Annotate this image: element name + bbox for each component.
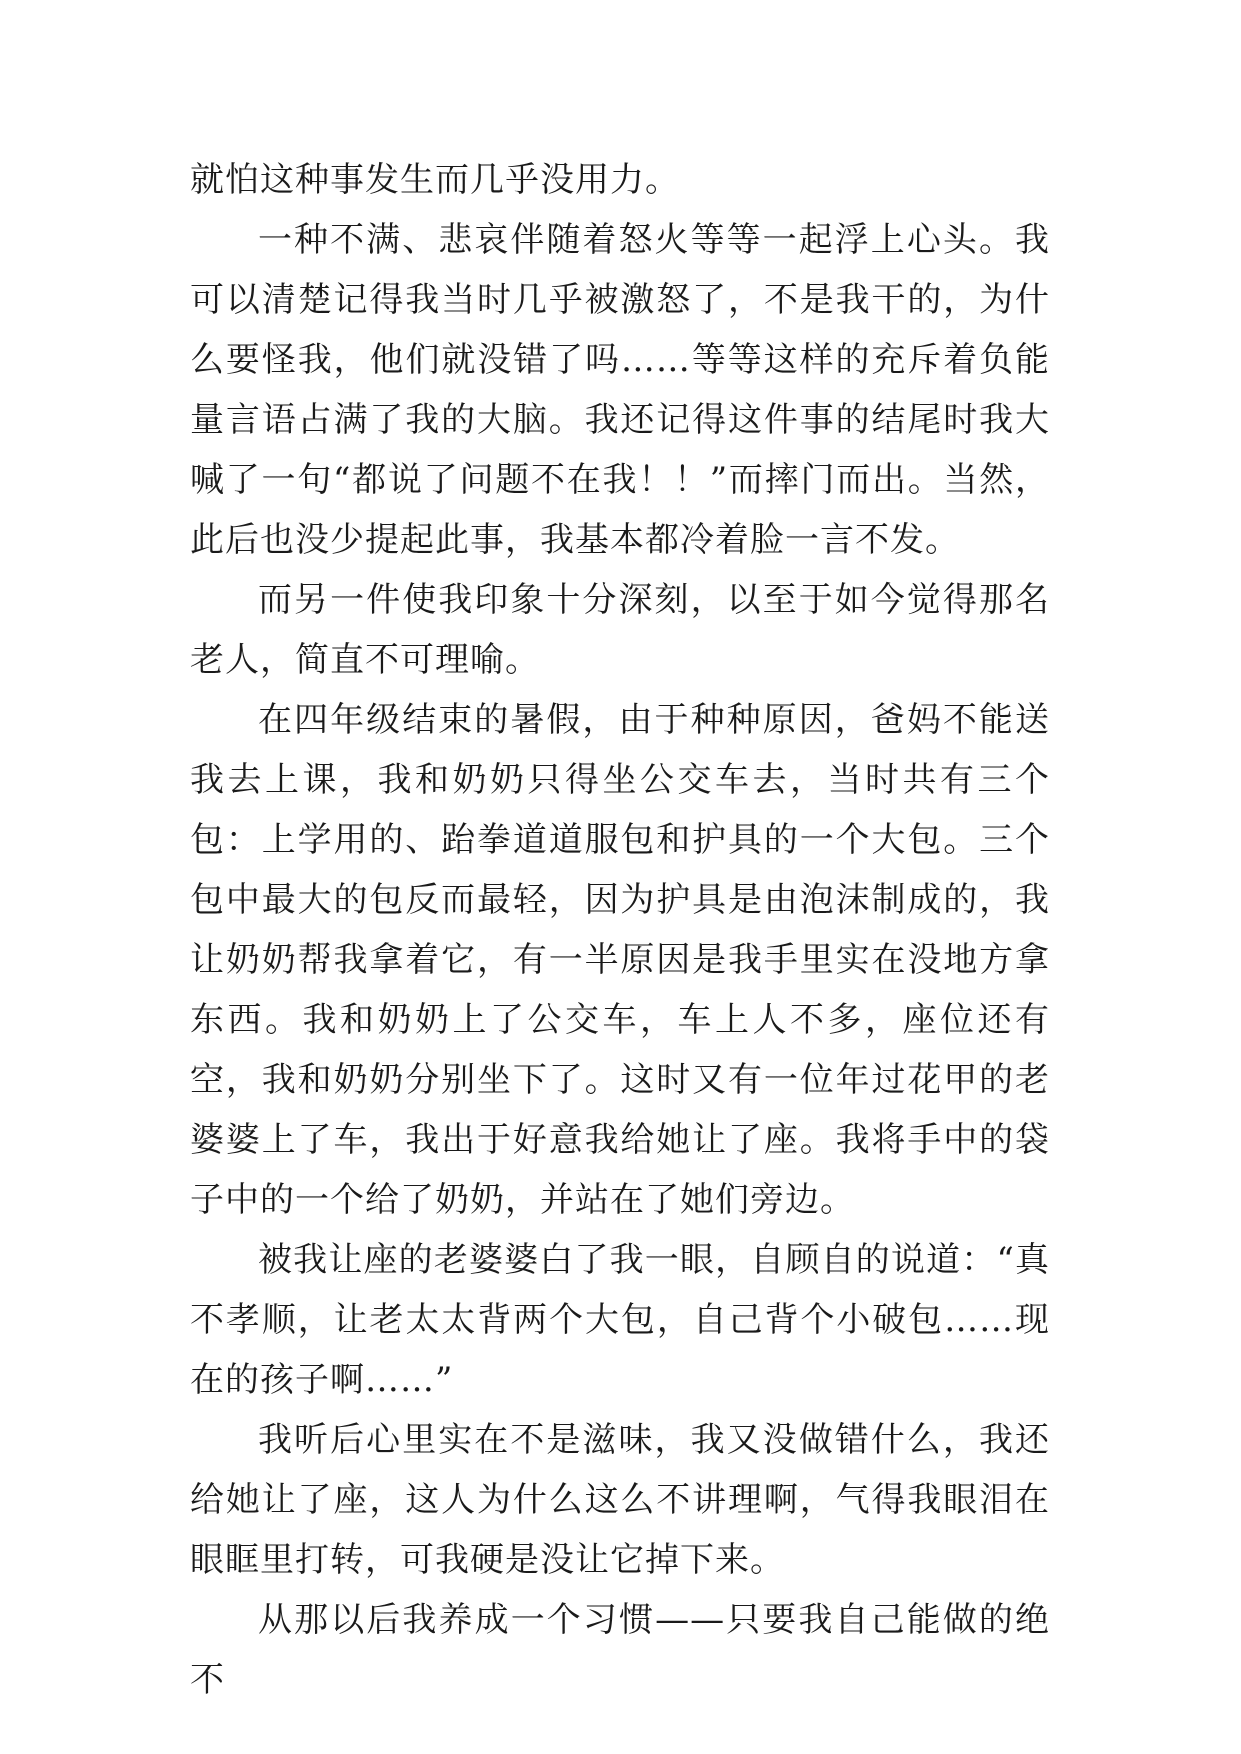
paragraph-1: 就怕这种事发生而几乎没用力。 bbox=[190, 160, 680, 200]
paragraph-2: 一种不满、悲哀伴随着怒火等等一起浮上心头。我可以清楚记得我当时几乎被激怒了，不是我干的，为什么要怪我，他们就没错了吗……等等这样的充斥着负能量言语占满了我的大脑。我还记得这件事的结尾时我大喊了一句“都说了问题不在我！！”而摔门而出。当然，此后也没少提起此事，我基本都冷着脸一言不发。 bbox=[190, 220, 1050, 560]
paragraph-7: 从那以后我养成一个习惯——只要我自己能做的绝不 bbox=[190, 1600, 1050, 1700]
paragraph-5: 被我让座的老婆婆白了我一眼，自顾自的说道：“真不孝顺，让老太太背两个大包，自己背个小破包……现在的孩子啊……” bbox=[190, 1240, 1050, 1400]
paragraph-3: 而另一件使我印象十分深刻，以至于如今觉得那名老人，简直不可理喻。 bbox=[190, 580, 1050, 680]
paragraph-4: 在四年级结束的暑假，由于种种原因，爸妈不能送我去上课，我和奶奶只得坐公交车去，当时共有三个包：上学用的、跆拳道道服包和护具的一个大包。三个包中最大的包反而最轻，因为护具是由泡沫制成的，我让奶奶帮我拿着它，有一半原因是我手里实在没地方拿东西。我和奶奶上了公交车，车上人不多，座位还有空，我和奶奶分别坐下了。这时又有一位年过花甲的老婆婆上了车，我出于好意我给她让了座。我将手中的袋子中的一个给了奶奶，并站在了她们旁边。 bbox=[190, 700, 1050, 1220]
document-page bbox=[190, 150, 1050, 1710]
paragraph-6: 我听后心里实在不是滋味，我又没做错什么，我还给她让了座，这人为什么这么不讲理啊，气得我眼泪在眼眶里打转，可我硬是没让它掉下来。 bbox=[190, 1420, 1050, 1580]
